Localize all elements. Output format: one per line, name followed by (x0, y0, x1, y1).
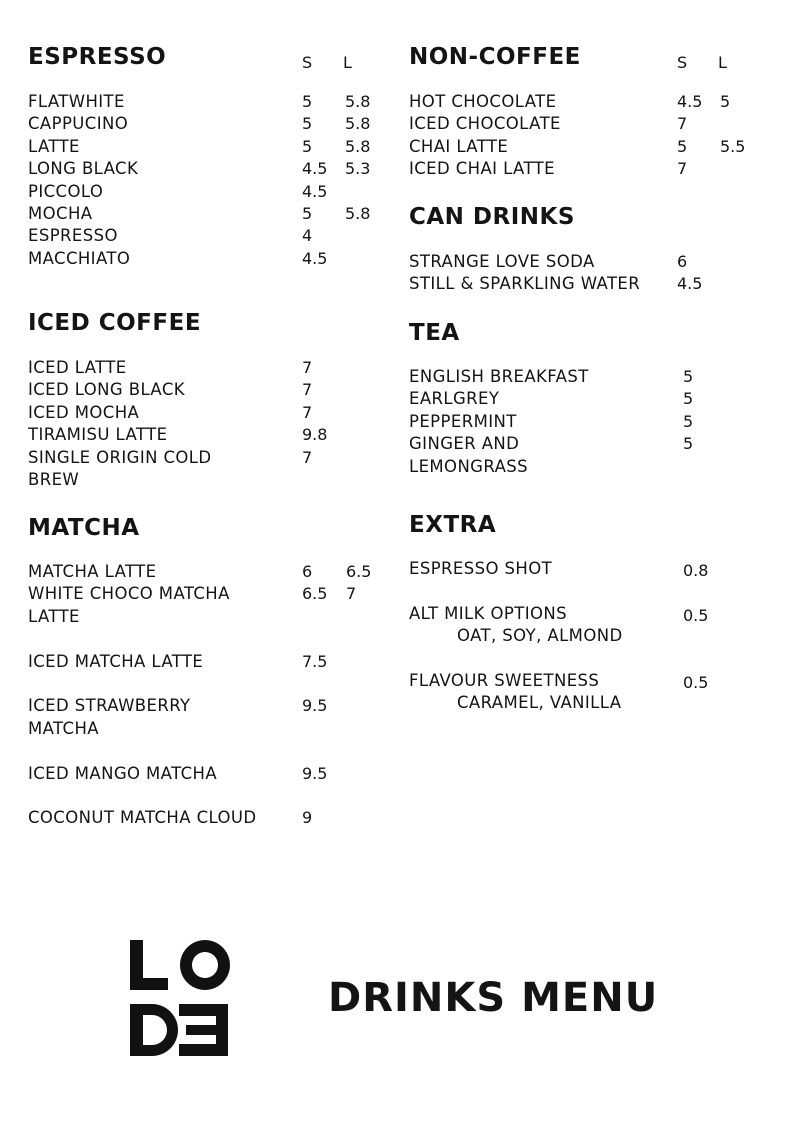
tea-item-name: LEMONGRASS (409, 456, 529, 476)
tea-item-price-small: 5 (683, 389, 694, 409)
iced-coffee-heading: ICED COFFEE (28, 310, 202, 336)
espresso-item-price-small: 4.5 (302, 248, 328, 268)
matcha-item-price-large: 6.5 (346, 562, 372, 581)
non-coffee-item-price-large: 5.5 (720, 136, 746, 156)
matcha-item-price-small: 9.5 (302, 696, 328, 716)
tea-item-price-small: 5 (683, 367, 694, 386)
iced-coffee-item-price-small: 7 (302, 447, 313, 467)
can-drinks-item-name: STILL & SPARKLING WATER (409, 274, 641, 294)
can-drinks-item-price-small: 4.5 (677, 274, 703, 294)
non-coffee-size-small-header: S (677, 53, 688, 72)
extra-item-price: 0.5 (683, 673, 709, 692)
non-coffee-size-large-header: L (718, 53, 727, 72)
iced-coffee-item-name: ICED LONG BLACK (28, 380, 185, 400)
espresso-size-large-header: L (343, 53, 352, 72)
iced-coffee-item-price-small: 7 (302, 402, 313, 422)
matcha-item-name: ICED STRAWBERRY (28, 696, 191, 716)
iced-coffee-item-price-small: 7 (302, 358, 313, 377)
drinks-menu-title: DRINKS MENU (328, 975, 659, 1021)
espresso-item-price-large: 5.8 (345, 92, 371, 111)
non-coffee-item-price-small: 7 (677, 159, 688, 179)
espresso-item-price-small: 4.5 (302, 181, 328, 201)
extra-item-price: 0.8 (683, 561, 709, 580)
matcha-item-name: MATCHA (28, 718, 99, 738)
non-coffee-item-price-small: 5 (677, 136, 688, 156)
espresso-item-price-small: 5 (302, 136, 313, 156)
matcha-heading: MATCHA (28, 515, 140, 541)
lode-logo (130, 940, 230, 1056)
matcha-item-price-small: 6.5 (302, 584, 328, 604)
matcha-item-price-small: 9.5 (302, 763, 328, 783)
espresso-item-name: LONG BLACK (28, 159, 139, 179)
tea-item-name: GINGER AND (409, 434, 520, 454)
extra-item-options: OAT, SOY, ALMOND (457, 626, 623, 646)
iced-coffee-item-name: BREW (28, 470, 80, 489)
espresso-heading: ESPRESSO (28, 44, 167, 70)
tea-item-name: PEPPERMINT (409, 411, 517, 431)
espresso-item-name: FLATWHITE (28, 92, 125, 111)
extra-item-name: ESPRESSO SHOT (409, 559, 553, 578)
espresso-item-name: MOCHA (28, 204, 93, 223)
espresso-item-price-small: 4 (302, 226, 313, 246)
matcha-item-price-small: 6 (302, 562, 313, 581)
matcha-item-price-small: 9 (302, 808, 313, 828)
matcha-item-name: LATTE (28, 606, 80, 626)
non-coffee-item-price-large: 5 (720, 92, 731, 111)
can-drinks-item-name: STRANGE LOVE SODA (409, 252, 595, 271)
non-coffee-heading: NON-COFFEE (409, 44, 581, 70)
can-drinks-heading: CAN DRINKS (409, 204, 575, 230)
espresso-item-name: ESPRESSO (28, 226, 118, 246)
matcha-item-name: COCONUT MATCHA CLOUD (28, 808, 257, 828)
espresso-item-price-small: 5 (302, 204, 313, 223)
tea-item-price-small: 5 (683, 434, 694, 454)
espresso-item-price-large: 5.8 (345, 204, 371, 223)
matcha-item-name: ICED MANGO MATCHA (28, 763, 218, 783)
espresso-item-price-small: 5 (302, 92, 313, 111)
matcha-item-price-large: 7 (346, 584, 357, 604)
iced-coffee-item-name: ICED LATTE (28, 358, 127, 377)
iced-coffee-item-name: SINGLE ORIGIN COLD (28, 447, 212, 467)
iced-coffee-item-price-small: 9.8 (302, 425, 328, 445)
non-coffee-item-name: ICED CHAI LATTE (409, 159, 555, 179)
non-coffee-item-name: HOT CHOCOLATE (409, 92, 557, 111)
extra-item-name: ALT MILK OPTIONS (409, 603, 567, 623)
extra-heading: EXTRA (409, 512, 497, 538)
espresso-item-price-small: 4.5 (302, 159, 328, 179)
matcha-item-price-small: 7.5 (302, 651, 328, 671)
tea-heading: TEA (409, 320, 460, 346)
tea-item-price-small: 5 (683, 411, 694, 431)
extra-item-price: 0.5 (683, 605, 709, 625)
matcha-item-name: MATCHA LATTE (28, 562, 157, 581)
tea-item-name: EARLGREY (409, 389, 500, 409)
espresso-item-price-large: 5.8 (345, 114, 371, 134)
espresso-item-price-large: 5.8 (345, 136, 371, 156)
tea-item-name: ENGLISH BREAKFAST (409, 367, 589, 386)
iced-coffee-item-name: ICED MOCHA (28, 402, 140, 422)
espresso-item-price-large: 5.3 (345, 159, 371, 179)
logo-letter-l (130, 940, 168, 990)
non-coffee-item-name: ICED CHOCOLATE (409, 114, 561, 134)
matcha-item-name: ICED MATCHA LATTE (28, 651, 204, 671)
extra-item-options: CARAMEL, VANILLA (457, 693, 622, 713)
extra-item-name: FLAVOUR SWEETNESS (409, 671, 600, 690)
logo-letters (130, 940, 230, 1056)
non-coffee-item-price-small: 4.5 (677, 92, 703, 111)
espresso-item-name: PICCOLO (28, 181, 104, 201)
espresso-item-name: CAPPUCINO (28, 114, 129, 134)
espresso-item-price-small: 5 (302, 114, 313, 134)
logo-letter-o (180, 940, 230, 990)
espresso-item-name: LATTE (28, 136, 80, 156)
espresso-item-name: MACCHIATO (28, 248, 131, 268)
non-coffee-item-price-small: 7 (677, 114, 688, 134)
can-drinks-item-price-small: 6 (677, 252, 688, 271)
matcha-item-name: WHITE CHOCO MATCHA (28, 584, 230, 604)
non-coffee-item-name: CHAI LATTE (409, 136, 509, 156)
espresso-size-small-header: S (302, 53, 313, 72)
iced-coffee-item-name: TIRAMISU LATTE (28, 425, 168, 445)
iced-coffee-item-price-small: 7 (302, 380, 313, 400)
logo-letter-e-reversed (179, 1004, 228, 1056)
logo-letter-d (130, 1004, 178, 1056)
